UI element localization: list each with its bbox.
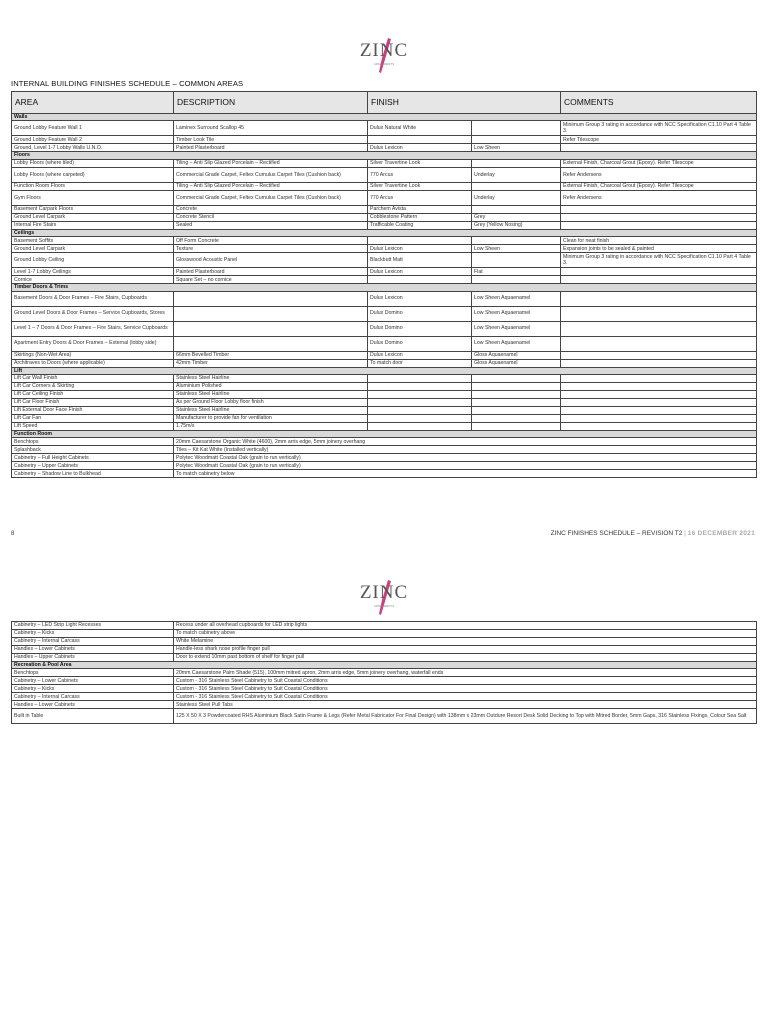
comments-cell <box>561 205 757 213</box>
area-cell: Level 1-7 Lobby Ceilings <box>12 268 174 276</box>
finish-cell <box>368 407 472 415</box>
description-cell: 1.75m/s <box>174 423 368 431</box>
comments-cell: Expansion joints to be sealed & painted <box>561 245 757 253</box>
logo-subtext: APARTMENTS <box>373 62 395 66</box>
area-cell: Basement Doors & Door Frames – Fire Stairs, Cupboards <box>12 291 174 306</box>
table-header-row <box>12 92 757 114</box>
table-row <box>12 167 757 182</box>
section-title: Function Room <box>12 431 757 438</box>
table-row <box>12 709 757 724</box>
comments-cell <box>561 391 757 399</box>
finish-cell <box>368 423 472 431</box>
finish-detail-cell <box>472 121 561 136</box>
area-cell: Cornice <box>12 276 174 284</box>
description-cell: 20mm Caesarstone Organic White (4600), 2mm arris edge, 5mm joinery overhang <box>174 438 757 446</box>
document-title: INTERNAL BUILDING FINISHES SCHEDULE – COMMON AREAS <box>11 79 244 88</box>
area-cell: Cabinetry – Internal Carcass <box>12 638 174 646</box>
finish-cell: Dulux Lexicon <box>368 351 472 359</box>
finish-detail-cell <box>472 391 561 399</box>
footer-separator: | <box>684 530 686 537</box>
section-title: Floors <box>12 152 757 159</box>
description-cell: As per Ground Floor Lobby floor finish <box>174 399 368 407</box>
table-row <box>12 291 757 306</box>
logo-text: ZINC <box>359 40 409 61</box>
finish-detail-cell <box>472 136 561 144</box>
area-cell: Lift Car Floor Finish <box>12 399 174 407</box>
table-row <box>12 159 757 167</box>
table-row <box>12 446 757 454</box>
area-cell: Cabinetry – Lower Cabinets <box>12 677 174 685</box>
finish-cell: Dulux Lexicon <box>368 268 472 276</box>
comments-cell <box>561 144 757 152</box>
table-row <box>12 336 757 351</box>
section-title: Walls <box>12 114 757 121</box>
area-cell: Benchtops <box>12 669 174 677</box>
description-cell: 66mm Bevelled Timber <box>174 351 368 359</box>
finish-detail-cell <box>472 415 561 423</box>
section-header-row <box>12 152 757 159</box>
comments-cell: Refer Andersens <box>561 190 757 205</box>
area-cell: Ground Level Doors & Door Frames – Service Cupboards, Stores <box>12 306 174 321</box>
description-cell: 125 X 50 X 3 Powdercoated RHS Aluminium Black Satin Frame & Legs (Refer Metal Fabricator For Final Design) with 138mm x 23mm Outdure Resort Desk Solid Decking to Top with Mitred Border, 5mm Gaps, 316 Stainless Fixings, Colour Sea Salt <box>174 709 757 724</box>
table-row <box>12 470 757 478</box>
table-row <box>12 669 757 677</box>
header-area: AREA <box>12 92 174 114</box>
area-cell: Ground Lobby Feature Wall 1 <box>12 121 174 136</box>
finish-cell <box>368 399 472 407</box>
area-cell: Level 1 – 7 Doors & Door Frames – Fire Stairs, Service Cupboards <box>12 321 174 336</box>
finish-detail-cell: Low Sheen Aquaenamel <box>472 306 561 321</box>
header-description: DESCRIPTION <box>174 92 368 114</box>
finish-cell: Blackbutt Matt <box>368 253 472 268</box>
finish-detail-cell: Low Sheen <box>472 144 561 152</box>
area-cell: Cabinetry – LED Strip Light Recesses <box>12 622 174 630</box>
description-cell: Texture <box>174 245 368 253</box>
finishes-table <box>11 91 757 478</box>
comments-cell <box>561 276 757 284</box>
description-cell: To match cabinetry above <box>174 630 757 638</box>
description-cell: Stainless Steel Hairline <box>174 375 368 383</box>
finish-detail-cell <box>472 159 561 167</box>
comments-cell <box>561 291 757 306</box>
finish-cell: Cobblestone Pattern <box>368 213 472 221</box>
header-finish: FINISH <box>368 92 561 114</box>
comments-cell: Refer Tilescope <box>561 136 757 144</box>
area-cell: Lobby Floors (where carpeted) <box>12 167 174 182</box>
area-cell: Splashback <box>12 446 174 454</box>
footer-text: ZINC FINISHES SCHEDULE – REVISION T2 <box>550 530 683 537</box>
description-cell <box>174 306 368 321</box>
description-cell: Tiles – Kit Kat White (Installed vertically) <box>174 446 757 454</box>
description-cell: Custom - 316 Stainless Steel Cabinetry to Suit Coastal Conditions <box>174 685 757 693</box>
comments-cell <box>561 321 757 336</box>
description-cell: Off Form Concrete <box>174 237 368 245</box>
description-cell: Aluminium Polished <box>174 383 368 391</box>
description-cell: Door to extend 10mm past bottom of shelf for finger pull <box>174 654 757 662</box>
table-row <box>12 654 757 662</box>
table-row <box>12 190 757 205</box>
description-cell: Handle-less shark nose profile finger pull <box>174 646 757 654</box>
description-cell: Stainless Steel Pull Tabs <box>174 701 757 709</box>
area-cell: Benchtops <box>12 438 174 446</box>
area-cell: Ground Lobby Feature Wall 2 <box>12 136 174 144</box>
finish-cell: Dulux Lexicon <box>368 245 472 253</box>
area-cell: Gym Floors <box>12 190 174 205</box>
section-title: Recreation & Pool Area <box>12 662 757 669</box>
finish-detail-cell <box>472 407 561 415</box>
table-row <box>12 693 757 701</box>
comments-cell <box>561 351 757 359</box>
logo-text: ZINC <box>359 582 409 603</box>
table-row <box>12 359 757 367</box>
table-row <box>12 622 757 630</box>
area-cell: Ground Level Carpark <box>12 245 174 253</box>
area-cell: Lift Car Wall Finish <box>12 375 174 383</box>
comments-cell: External Finish, Charcoal Grout (Epoxy). Refer Tilescope <box>561 159 757 167</box>
area-cell: Lobby Floors (where tiled) <box>12 159 174 167</box>
comments-cell <box>561 213 757 221</box>
table-row <box>12 306 757 321</box>
header-comments: COMMENTS <box>561 92 757 114</box>
section-title: Lift <box>12 367 757 374</box>
area-cell: Ground, Level 1-7 Lobby Walls U.N.O. <box>12 144 174 152</box>
finish-detail-cell: Grey <box>472 213 561 221</box>
finish-detail-cell: Low Sheen Aquaenamel <box>472 321 561 336</box>
table-row <box>12 454 757 462</box>
finish-cell: Dulux Domino <box>368 321 472 336</box>
table-row <box>12 630 757 638</box>
area-cell: Cabinetry – Upper Cabinets <box>12 462 174 470</box>
table-row <box>12 677 757 685</box>
section-header-row <box>12 431 757 438</box>
description-cell: Painted Plasterboard <box>174 144 368 152</box>
comments-cell <box>561 415 757 423</box>
table-row <box>12 423 757 431</box>
section-header-row <box>12 229 757 236</box>
finish-detail-cell <box>472 237 561 245</box>
table-row <box>12 638 757 646</box>
section-title: Ceilings <box>12 229 757 236</box>
area-cell: Apartment Entry Doors & Door Frames – External (lobby side) <box>12 336 174 351</box>
finish-detail-cell <box>472 205 561 213</box>
area-cell: Built in Table <box>12 709 174 724</box>
description-cell: Custom - 316 Stainless Steel Cabinetry to Suit Coastal Conditions <box>174 693 757 701</box>
table-row <box>12 221 757 229</box>
table-row <box>12 213 757 221</box>
finish-cell: Dulux Lexicon <box>368 144 472 152</box>
finish-cell: Dulux Domino <box>368 306 472 321</box>
description-cell: Commercial Grade Carpet, Feltex Cumulus Carpet Tiles (Cushion back) <box>174 190 368 205</box>
table-row <box>12 321 757 336</box>
description-cell: 20mm Caesarstone Palm Shade (515), 100mm mitred apron, 2mm arris edge, 5mm joinery overhang, waterfall ends <box>174 669 757 677</box>
table-row <box>12 462 757 470</box>
comments-cell <box>561 306 757 321</box>
comments-cell <box>561 375 757 383</box>
table-row <box>12 415 757 423</box>
table-row <box>12 182 757 190</box>
comments-cell: Refer Andersens <box>561 167 757 182</box>
table-row <box>12 144 757 152</box>
finish-detail-cell: Flat <box>472 268 561 276</box>
area-cell: Lift External Door Face Finish <box>12 407 174 415</box>
comments-cell <box>561 407 757 415</box>
comments-cell: Clean for neat finish <box>561 237 757 245</box>
finish-cell: 770 Arcus <box>368 167 472 182</box>
finish-detail-cell: Low Sheen Aquaenamel <box>472 336 561 351</box>
area-cell: Handles – Lower Cabinets <box>12 646 174 654</box>
description-cell: Recess under all overhead cupboards for LED strip lights <box>174 622 757 630</box>
area-cell: Lift Car Fan <box>12 415 174 423</box>
finish-detail-cell: Gloss Aquaenamel <box>472 351 561 359</box>
table-row <box>12 136 757 144</box>
finish-cell: Parchem Avista <box>368 205 472 213</box>
description-cell: Concrete Stencil <box>174 213 368 221</box>
section-header-row <box>12 662 757 669</box>
finish-cell <box>368 391 472 399</box>
finishes-table-continued <box>11 621 757 724</box>
finish-cell <box>368 375 472 383</box>
finish-detail-cell <box>472 383 561 391</box>
finish-detail-cell: Grey (Yellow Nosing) <box>472 221 561 229</box>
finish-cell <box>368 276 472 284</box>
area-cell: Ground Lobby Ceiling <box>12 253 174 268</box>
finish-cell: Dulux Natural White <box>368 121 472 136</box>
table-row <box>12 351 757 359</box>
description-cell: Painted Plasterboard <box>174 268 368 276</box>
finish-detail-cell <box>472 399 561 407</box>
page-footer <box>551 530 755 537</box>
table-row <box>12 646 757 654</box>
description-cell: Stainless Steel Hairline <box>174 407 368 415</box>
area-cell: Handles – Upper Cabinets <box>12 654 174 662</box>
table-row <box>12 407 757 415</box>
logo-subtext: APARTMENTS <box>373 604 395 608</box>
section-title: Timber Doors & Trims <box>12 284 757 291</box>
area-cell: Skirtings (Non-Wet Area) <box>12 351 174 359</box>
description-cell: Glosswood Acoustic Panel <box>174 253 368 268</box>
description-cell <box>174 321 368 336</box>
finish-cell <box>368 383 472 391</box>
comments-cell <box>561 423 757 431</box>
description-cell: Polytec Woodmatt Coastal Oak (grain to run vertically) <box>174 462 757 470</box>
table-row <box>12 438 757 446</box>
finish-cell: Dulux Lexicon <box>368 291 472 306</box>
footer-date: 16 DECEMBER 2021 <box>687 530 755 537</box>
area-cell: Lift Car Ceiling Finish <box>12 391 174 399</box>
area-cell: Basement Carpark Floors <box>12 205 174 213</box>
area-cell: Ground Level Carpark <box>12 213 174 221</box>
area-cell: Cabinetry – Internal Carcass <box>12 693 174 701</box>
schedule-page-2 <box>0 560 768 1030</box>
finish-cell: To match door <box>368 359 472 367</box>
finish-detail-cell <box>472 182 561 190</box>
table-row <box>12 237 757 245</box>
table-row <box>12 685 757 693</box>
area-cell: Function Room Floors <box>12 182 174 190</box>
finish-cell <box>368 136 472 144</box>
table-row <box>12 121 757 136</box>
area-cell: Lift Car Corners & Skirting <box>12 383 174 391</box>
section-header-row <box>12 367 757 374</box>
table-row <box>12 383 757 391</box>
finish-cell: Silver Travertine Look <box>368 182 472 190</box>
table-row <box>12 245 757 253</box>
section-header-row <box>12 114 757 121</box>
description-cell: 42mm Timber <box>174 359 368 367</box>
finish-cell: Trafficable Coating <box>368 221 472 229</box>
description-cell: Concrete <box>174 205 368 213</box>
finish-detail-cell: Low Sheen <box>472 245 561 253</box>
description-cell: To match cabinetry below <box>174 470 757 478</box>
table-row <box>12 205 757 213</box>
table-row <box>12 391 757 399</box>
description-cell <box>174 291 368 306</box>
comments-cell <box>561 359 757 367</box>
table-row <box>12 399 757 407</box>
page-number: 8 <box>11 531 15 537</box>
zinc-logo-2 <box>344 578 424 618</box>
description-cell: Polytec Woodmatt Coastal Oak (grain to run vertically) <box>174 454 757 462</box>
description-cell: Sealed <box>174 221 368 229</box>
comments-cell: External Finish, Charcoal Grout (Epoxy). Refer Tilescope <box>561 182 757 190</box>
description-cell: Laminex Surround Scallop 45 <box>174 121 368 136</box>
description-cell: Custom - 316 Stainless Steel Cabinetry to Suit Coastal Conditions <box>174 677 757 685</box>
description-cell: White Melamine <box>174 638 757 646</box>
comments-cell <box>561 383 757 391</box>
section-header-row <box>12 284 757 291</box>
finish-detail-cell: Gloss Aquaenamel <box>472 359 561 367</box>
comments-cell <box>561 336 757 351</box>
finish-detail-cell <box>472 253 561 268</box>
zinc-logo <box>344 36 424 76</box>
finish-cell <box>368 237 472 245</box>
area-cell: Basement Soffits <box>12 237 174 245</box>
description-cell: Commercial Grade Carpet, Feltex Cumulus Carpet Tiles (Cushion back) <box>174 167 368 182</box>
description-cell: Tiling – Anti Slip Glazed Porcelain – Rectified <box>174 182 368 190</box>
comments-cell <box>561 399 757 407</box>
finish-detail-cell: Underlay <box>472 167 561 182</box>
description-cell: Manufacturer to provide fan for ventilation <box>174 415 368 423</box>
area-cell: Lift Speed <box>12 423 174 431</box>
finish-detail-cell: Underlay <box>472 190 561 205</box>
description-cell: Stainless Steel Hairline <box>174 391 368 399</box>
comments-cell: Minimum Group 3 rating in accordance with NCC Specification C1.10 Part 4 Table 3. <box>561 253 757 268</box>
comments-cell <box>561 268 757 276</box>
description-cell: Timber Look Tile <box>174 136 368 144</box>
finish-cell: 770 Arcus <box>368 190 472 205</box>
table-row <box>12 268 757 276</box>
table-row <box>12 375 757 383</box>
area-cell: Cabinetry – Kicks <box>12 685 174 693</box>
finish-cell: Dulux Domino <box>368 336 472 351</box>
finish-cell: Silver Travertine Look <box>368 159 472 167</box>
area-cell: Architraves to Doors (where applicable) <box>12 359 174 367</box>
area-cell: Internal Fire Stairs <box>12 221 174 229</box>
table-body <box>12 622 757 724</box>
description-cell: Square Set – no cornice <box>174 276 368 284</box>
comments-cell <box>561 221 757 229</box>
table-body <box>12 114 757 478</box>
table-row <box>12 276 757 284</box>
finish-detail-cell <box>472 276 561 284</box>
description-cell <box>174 336 368 351</box>
finish-detail-cell <box>472 423 561 431</box>
finish-detail-cell: Low Sheen Aquaenamel <box>472 291 561 306</box>
finish-cell <box>368 415 472 423</box>
area-cell: Cabinetry – Kicks <box>12 630 174 638</box>
area-cell: Cabinetry – Full Height Cabinets <box>12 454 174 462</box>
table-row <box>12 253 757 268</box>
area-cell: Cabinetry – Shadow Line to Bulkhead <box>12 470 174 478</box>
comments-cell: Minimum Group 3 rating in accordance with NCC Specification C1.10 Part 4 Table 3. <box>561 121 757 136</box>
description-cell: Tiling – Anti Slip Glazed Porcelain – Rectified <box>174 159 368 167</box>
finish-detail-cell <box>472 375 561 383</box>
area-cell: Handles – Lower Cabinets <box>12 701 174 709</box>
table-row <box>12 701 757 709</box>
